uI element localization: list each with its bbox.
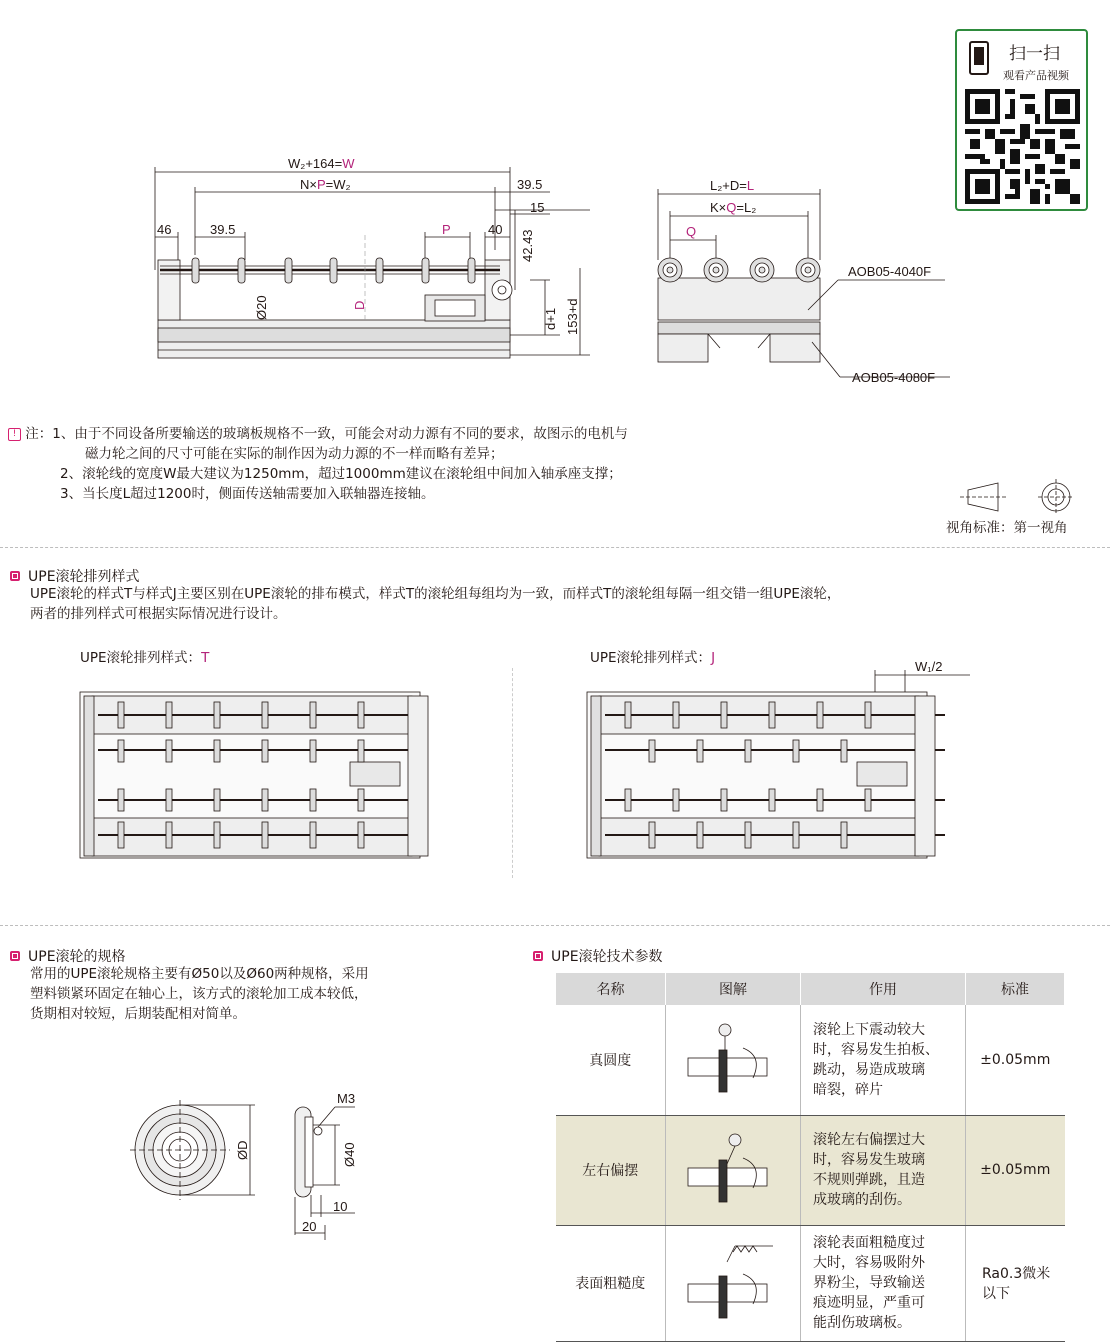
dim-dia20: Ø20	[254, 295, 269, 320]
callout-aob05-4040f: AOB05-4040F	[848, 264, 932, 279]
dim-d: D	[352, 300, 367, 310]
dim-w1-half: W₁/2	[915, 660, 943, 674]
col-standard: 标准	[966, 973, 1065, 1005]
tech-table-header	[556, 973, 1065, 1005]
style-j-drawing	[585, 660, 985, 870]
roundness-diagram	[666, 1005, 801, 1115]
style-t-drawing	[78, 690, 448, 865]
runout-diagram	[666, 1115, 801, 1225]
row-name: 左右偏摆	[556, 1115, 666, 1225]
dim-153-d: 153+d	[565, 298, 580, 335]
notes-label: 注：	[25, 426, 53, 442]
col-effect: 作用	[801, 973, 966, 1005]
dim-15: 15	[530, 200, 545, 215]
arrangement-desc-line2: 两者的排列样式可根据实际情况进行设计。	[30, 606, 287, 622]
roughness-diagram	[666, 1225, 801, 1341]
dim-nxp: N×P=W₂	[300, 177, 351, 192]
col-diagram: 图解	[666, 973, 801, 1005]
divider-2	[0, 925, 1110, 926]
qr-panel[interactable]	[955, 29, 1088, 211]
front-view-drawing	[140, 150, 600, 370]
row-standard: Ra0.3微米 以下	[966, 1225, 1065, 1341]
dim-40: 40	[488, 222, 503, 237]
row-effect: 滚轮左右偏摆过大 时，容易发生玻璃 不规则弹跳，且造 成玻璃的刮伤。	[801, 1115, 966, 1225]
spec-desc	[30, 964, 490, 1024]
spec-heading: UPE滚轮的规格	[10, 946, 126, 966]
row-name: 真圆度	[556, 1005, 666, 1115]
col-name: 名称	[556, 973, 666, 1005]
spec-desc-line2: 塑料锁紧环固定在轴心上，该方式的滚轮加工成本较低，	[30, 986, 368, 1002]
row-effect: 滚轮上下震动较大 时，容易发生拍板、 跳动，易造成玻璃 暗裂，碎片	[801, 1005, 966, 1115]
dim-m3: M3	[337, 1091, 356, 1106]
tech-heading: UPE滚轮技术参数	[533, 946, 663, 966]
spec-desc-line1: 常用的UPE滚轮规格主要有Ø50以及Ø60两种规格，采用	[30, 966, 369, 982]
dim-46: 46	[157, 222, 172, 237]
view-standard: 视角标准：第一视角	[946, 520, 1068, 536]
dim-dia40: Ø40	[342, 1142, 357, 1167]
dim-42-43: 42.43	[520, 229, 535, 262]
warning-icon: !	[8, 428, 21, 441]
divider-vertical	[512, 668, 513, 878]
table-row	[556, 1115, 1065, 1225]
qr-title: 扫一扫	[1009, 44, 1060, 64]
tech-table	[555, 973, 1065, 1342]
note-2: 2、滚轮线的宽度W最大建议为1250mm，超过1000mm建议在滚轮组中间加入轴承座支撑；	[60, 466, 622, 482]
dim-39-5-right: 39.5	[517, 177, 543, 192]
dim-39-5-left: 39.5	[210, 222, 236, 237]
dim-10: 10	[333, 1199, 348, 1214]
roller-spec-drawing	[130, 1085, 390, 1245]
dim-l2-d-l: L₂+D=L	[710, 178, 755, 193]
table-row	[556, 1225, 1065, 1341]
side-view-drawing	[640, 170, 960, 390]
dim-dia-d: ØD	[235, 1140, 250, 1160]
note-1-cont: 磁力轮之间的尺寸可能在实际的制作因为动力源的不一样而略有差异；	[85, 446, 504, 462]
row-standard: ±0.05mm	[966, 1115, 1065, 1225]
dim-kxq: K×Q=L₂	[710, 200, 757, 215]
spec-desc-line3: 货期相对较短，后期装配相对简单。	[30, 1006, 246, 1022]
qr-code	[965, 89, 1080, 204]
divider-1	[0, 547, 1110, 548]
dim-w2-164: W₂+164=W	[288, 156, 355, 171]
table-row	[556, 1005, 1065, 1115]
arrangement-desc-line1: UPE滚轮的样式T与样式J主要区别在UPE滚轮的排布模式，样式T的滚轮组每组均为一致，而样式T的滚轮组每隔一组交错一组UPE滚轮，	[30, 586, 841, 602]
dim-q: Q	[686, 224, 697, 239]
row-effect: 滚轮表面粗糙度过 大时，容易吸附外 界粉尘，导致输送 痕迹明显，严重可 能刮伤玻璃板。	[801, 1225, 966, 1341]
label-style-j: UPE滚轮排列样式：J	[590, 650, 716, 666]
row-standard: ±0.05mm	[966, 1005, 1065, 1115]
label-style-t: UPE滚轮排列样式：T	[80, 650, 210, 666]
row-name: 表面粗糙度	[556, 1225, 666, 1341]
dim-p: P	[442, 222, 451, 237]
notes	[8, 424, 908, 504]
note-1: 1、由于不同设备所要输送的玻璃板规格不一致，可能会对动力源有不同的要求，故图示的电机与	[52, 426, 628, 442]
dim-d-plus-1: d+1	[543, 307, 558, 330]
callout-aob05-4080f: AOB05-4080F	[852, 370, 936, 385]
arrangement-heading: UPE滚轮排列样式	[10, 566, 140, 586]
arrangement-desc	[30, 584, 1090, 624]
first-angle-symbol	[960, 478, 1080, 518]
dim-20: 20	[302, 1219, 317, 1234]
phone-icon	[969, 41, 989, 75]
note-3: 3、当长度L超过1200时，侧面传送轴需要加入联轴器连接轴。	[60, 486, 435, 502]
qr-subtitle: 观看产品视频	[1003, 69, 1069, 82]
